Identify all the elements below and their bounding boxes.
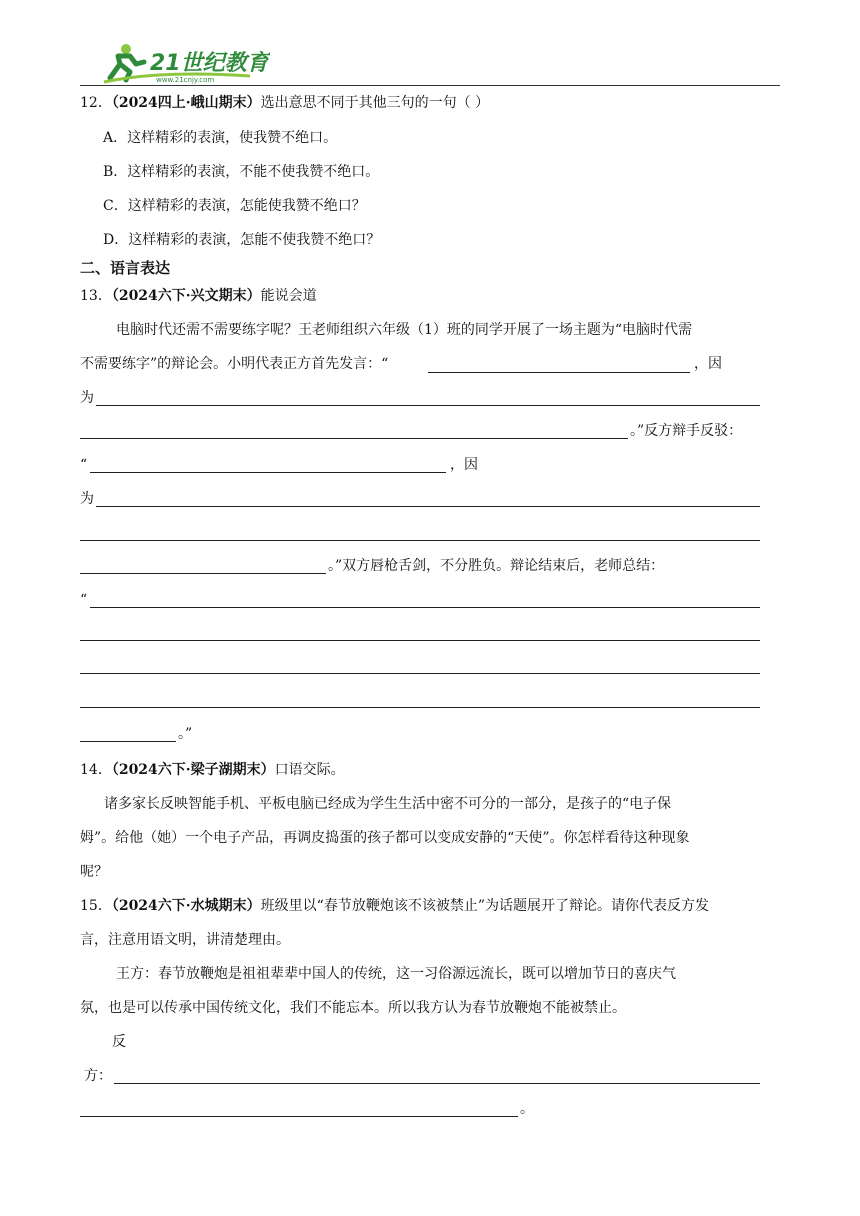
answer-blank-q15-1[interactable] [114,1083,760,1084]
q14-title [80,760,345,780]
q12-stem: 选出意思不同于其他三句的一句（ ） [260,95,490,111]
q14-line1: 诸多家长反映智能手机、平板电脑已经成为学生生活中密不可分的一部分，是孩子的“电子保 [104,796,672,812]
answer-blank-zheng-claim[interactable] [428,372,690,373]
q12-option-d: D．这样精彩的表演，怎能不使我赞不绝口？ [103,232,381,248]
q14-number: 14． [80,762,112,778]
logo-url: www.21cnjy.com [156,76,215,84]
q13-paragraph-line1: 电脑时代还需不需要练字呢？王老师组织六年级（1）班的同学开展了一场主题为“电脑时代需 [116,322,693,338]
section-title: 二、语言表达 [80,259,171,277]
answer-blank-fan-reason-2[interactable] [80,540,760,541]
answer-blank-summary-3[interactable] [80,673,760,674]
q12-option-a: A．这样精彩的表演，使我赞不绝口。 [103,130,338,146]
q13-because-1: ，因 [694,356,722,372]
q12-option-c: C．这样精彩的表演，怎能使我赞不绝口？ [103,198,366,214]
q12-source: （2024四上·峨山期末） [111,95,261,111]
answer-blank-summary-2[interactable] [80,640,760,641]
q13-title [80,286,317,306]
answer-blank-summary-4[interactable] [80,707,760,708]
q15-end-period: 。 [520,1101,534,1117]
q13-open-quote-2: “ [80,592,88,608]
q15-stem-line2: 言，注意用语文明，讲清楚理由。 [80,932,290,948]
answer-blank-summary-1[interactable] [90,607,760,608]
answer-blank-fan-reason-3[interactable] [80,573,326,574]
q13-close-quote: 。” [178,726,193,742]
q15-title [80,896,709,916]
q15-zheng-line2: 氛，也是可以传承中国传统文化，我们不能忘本。所以我方认为春节放鞭炮不能被禁止。 [80,1000,626,1016]
q13-summary-intro: 。”双方唇枪舌剑，不分胜负。辩论结束后，老师总结： [328,558,665,574]
answer-blank-zheng-reason-2[interactable] [80,438,628,439]
q13-number: 13． [80,288,112,304]
q12-number: 12． [80,95,112,111]
q15-stem-line1: 班级里以“春节放鞭炮该不该被禁止”为话题展开了辩论。请你代表反方发 [260,898,709,914]
header-rule [80,85,780,86]
q13-open-quote-1: “ [80,457,88,473]
q15-fan-label-2: 方： [84,1068,112,1084]
q12-option-b: B．这样精彩的表演，不能不使我赞不绝口。 [103,164,380,180]
q13-wei-1: 为 [80,390,94,406]
q12-title [80,93,489,113]
q13-because-2: ，因 [450,457,478,473]
q13-paragraph-line2: 不需要练字”的辩论会。小明代表正方首先发言：“ [80,356,389,372]
q15-number: 15． [80,898,112,914]
q15-fan-label-1: 反 [112,1034,126,1050]
q14-line3: 呢？ [80,864,108,880]
answer-blank-summary-5[interactable] [80,741,176,742]
q13-stem: 能说会道 [260,288,317,304]
logo-text: 21世纪教育 [150,51,269,76]
q15-zheng-line1: 王方：春节放鞭炮是祖祖辈辈中国人的传统，这一习俗源远流长，既可以增加节日的喜庆气 [116,966,676,982]
q13-source: （2024六下·兴文期末） [111,288,261,304]
q14-line2: 姆”。给他（她）一个电子产品，再调皮捣蛋的孩子都可以变成安静的“天使”。你怎样看待这种现象 [80,830,690,846]
answer-blank-fan-claim[interactable] [90,472,446,473]
q13-fan-rebut: 。”反方辩手反驳： [630,423,743,439]
answer-blank-zheng-reason-1[interactable] [96,405,760,406]
logo [100,40,270,84]
q14-source: （2024六下·梁子湖期末） [111,762,275,778]
q15-source: （2024六下·水城期末） [111,898,261,914]
answer-blank-q15-2[interactable] [80,1116,518,1117]
answer-blank-fan-reason-1[interactable] [96,506,760,507]
q13-wei-2: 为 [80,491,94,507]
q14-stem: 口语交际。 [274,762,345,778]
